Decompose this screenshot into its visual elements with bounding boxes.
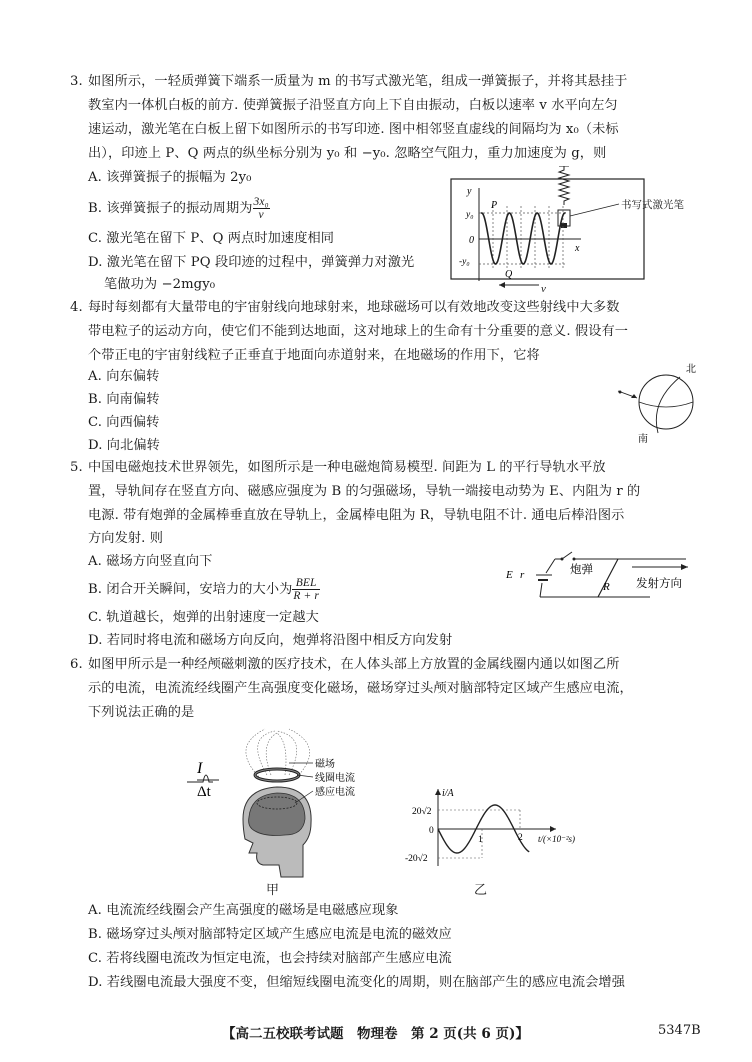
q6-option-b[interactable]: B. 磁场穿过头颅对脑部特定区域产生感应电流是电流的磁效应	[88, 927, 452, 942]
x-tick-1: 1	[478, 835, 483, 845]
fraction-numerator: BEL	[292, 577, 320, 590]
q3-number: 3.	[70, 74, 83, 89]
point-q-label: Q	[505, 269, 513, 280]
q3-stem-line-2: 教室内一体机白板的前方. 使弹簧振子沿竖直方向上下自由振动，白板以速率 v 水平向左匀	[88, 98, 618, 113]
q5-stem-line-3: 电源. 带有炮弹的金属棒垂直放在导轨上，金属棒电阻为 R，导轨电阻不计. 通电后棒沿图示	[88, 508, 625, 523]
q4-figure-earth	[610, 362, 710, 446]
label-magnetic-field: 磁场	[315, 759, 335, 770]
q5-stem-line-2: 置，导轨间存在竖直方向、磁感应强度为 B 的匀强磁场，导轨一端接电动势为 E、内阻为 r 的	[88, 484, 641, 499]
q3-stem-line-3: 速运动，激光笔在白板上留下如图所示的书写印迹. 图中相邻竖直虚线的间隔均为 x₀（未标	[88, 122, 619, 137]
delta-t-symbol: Δt	[197, 784, 211, 800]
q5-option-d[interactable]: D. 若同时将电流和磁场方向反向，炮弹将沿图中相反方向发射	[88, 633, 453, 648]
q3-option-d-line-1[interactable]: D. 激光笔在留下 PQ 段印迹的过程中，弹簧弹力对激光	[88, 255, 415, 270]
rod-resistance-label: R	[603, 581, 610, 593]
q5-number: 5.	[70, 460, 83, 475]
q4-stem-line-1: 每时每刻都有大量带电的宇宙射线向地球射来，地球磁场可以有效地改变这些射线中大多数	[88, 300, 620, 315]
q3-figure-whiteboard	[449, 166, 739, 288]
south-label: 南	[638, 434, 648, 445]
shell-label: 炮弹	[570, 564, 593, 576]
caption-jia: 甲	[266, 883, 280, 898]
q3-stem-line-1: 如图所示，一轻质弹簧下端系一质量为 m 的书写式激光笔，组成一弹簧振子，并将其悬挂于	[88, 74, 628, 89]
y-axis-label: i/A	[442, 788, 454, 799]
neg-y0-label: -y₀	[459, 257, 470, 267]
q4-number: 4.	[70, 300, 83, 315]
q3-option-c[interactable]: C. 激光笔在留下 P、Q 两点时加速度相同	[88, 231, 335, 246]
paper-code: 5347B	[658, 1023, 701, 1038]
q6-option-c[interactable]: C. 若将线圈电流改为恒定电流，也会持续对脑部产生感应电流	[88, 951, 452, 966]
fraction-denominator: R + r	[293, 590, 319, 602]
fraction-numerator: 3x₀	[253, 196, 269, 208]
q6-stem-line-2: 示的电流，电流流经线圈产生高强度变化磁场，磁场穿过头颅对脑部特定区域产生感应电流，	[88, 681, 633, 696]
q6-figure-yi-graph	[380, 786, 600, 868]
q6-figure-jia	[185, 727, 370, 892]
y-max-tick-label: 20√2	[412, 807, 432, 817]
velocity-label: v	[541, 283, 546, 295]
q5-stem-line-1: 中国电磁炮技术世界领先，如图所示是一种电磁炮简易模型. 间距为 L 的平行导轨水平放	[88, 460, 606, 475]
spring-icon	[559, 166, 569, 205]
q5-option-b[interactable]	[88, 577, 320, 602]
page-footer: 【高二五校联考试题 物理卷 第 2 页(共 6 页)】	[222, 1026, 529, 1042]
switch-icon	[562, 552, 572, 559]
x-tick-2: 2	[518, 833, 523, 843]
particle-dot	[619, 391, 622, 394]
current-symbol: I	[197, 760, 203, 777]
q5-option-b-text: B. 闭合开关瞬间，安培力的大小为	[88, 582, 293, 597]
y0-label: y₀	[466, 210, 474, 220]
caption-yi: 乙	[474, 883, 488, 898]
q4-option-d[interactable]: D. 向北偏转	[88, 438, 160, 453]
q3-option-b-fraction	[253, 196, 270, 221]
label-induced-current: 感应电流	[315, 787, 355, 798]
q3-option-d-line-2: 笔做功为 −2mgy₀	[104, 277, 216, 292]
q5-option-a[interactable]: A. 磁场方向竖直向下	[88, 554, 213, 569]
q6-stem-line-1: 如图甲所示是一种经颅磁刺激的医疗技术，在人体头部上方放置的金属线圈内通以如图乙所	[88, 657, 620, 672]
q5-option-c[interactable]: C. 轨道越长，炮弹的出射速度一定越大	[88, 610, 319, 625]
point-p-label: P	[491, 200, 498, 211]
y-min-tick-label: -20√2	[405, 854, 428, 864]
north-label: 北	[686, 364, 696, 375]
equator-line	[639, 402, 693, 407]
q6-stem-line-3: 下列说法正确的是	[88, 705, 195, 720]
fraction-denominator: v	[258, 209, 264, 221]
origin-label: 0	[429, 826, 434, 836]
origin-label: 0	[469, 235, 474, 246]
q4-option-c[interactable]: C. 向西偏转	[88, 415, 160, 430]
internal-resistance-label: r	[520, 569, 525, 581]
q6-option-d[interactable]: D. 若线圈电流最大强度不变，但缩短线圈电流变化的周期，则在脑部产生的感应电流会增强	[88, 975, 625, 990]
launch-direction-label: 发射方向	[636, 578, 682, 590]
earth-axis-line	[656, 377, 680, 433]
q6-number: 6.	[70, 657, 83, 672]
q3-option-b-text: B. 该弹簧振子的振动周期为	[88, 201, 253, 216]
pen-label: 书写式激光笔	[621, 200, 684, 211]
q6-option-a[interactable]: A. 电流流经线圈会产生高强度的磁场是电磁感应现象	[88, 903, 399, 918]
y-axis-label: y	[467, 186, 472, 197]
laser-pen-tip	[561, 223, 567, 228]
q5-figure-railgun	[500, 545, 700, 607]
emf-label: E	[506, 569, 513, 581]
q5-stem-line-4: 方向发射. 则	[88, 531, 164, 546]
q3-option-b[interactable]	[88, 196, 270, 221]
x-axis-label: t/(×10⁻²s)	[538, 834, 576, 844]
earth-circle	[639, 375, 693, 429]
x-axis-label: x	[575, 243, 580, 254]
q3-option-a[interactable]: A. 该弹簧振子的振幅为 2y₀	[88, 170, 252, 185]
q5-option-b-fraction	[292, 577, 320, 602]
q4-option-a[interactable]: A. 向东偏转	[88, 369, 160, 384]
q4-option-b[interactable]: B. 向南偏转	[88, 392, 160, 407]
q4-stem-line-2: 带电粒子的运动方向，使它们不能到达地面，这对地球上的生命有十分重要的意义. 假设有一	[88, 324, 629, 339]
q3-stem-line-4: 出），印迹上 P、Q 两点的纵坐标分别为 y₀ 和 −y₀. 忽略空气阻力，重力加速度为 g，则	[88, 146, 607, 161]
q4-stem-line-3: 个带正电的宇宙射线粒子正垂直于地面向赤道射来，在地磁场的作用下，它将	[88, 348, 540, 363]
label-coil-current: 线圈电流	[315, 773, 355, 784]
